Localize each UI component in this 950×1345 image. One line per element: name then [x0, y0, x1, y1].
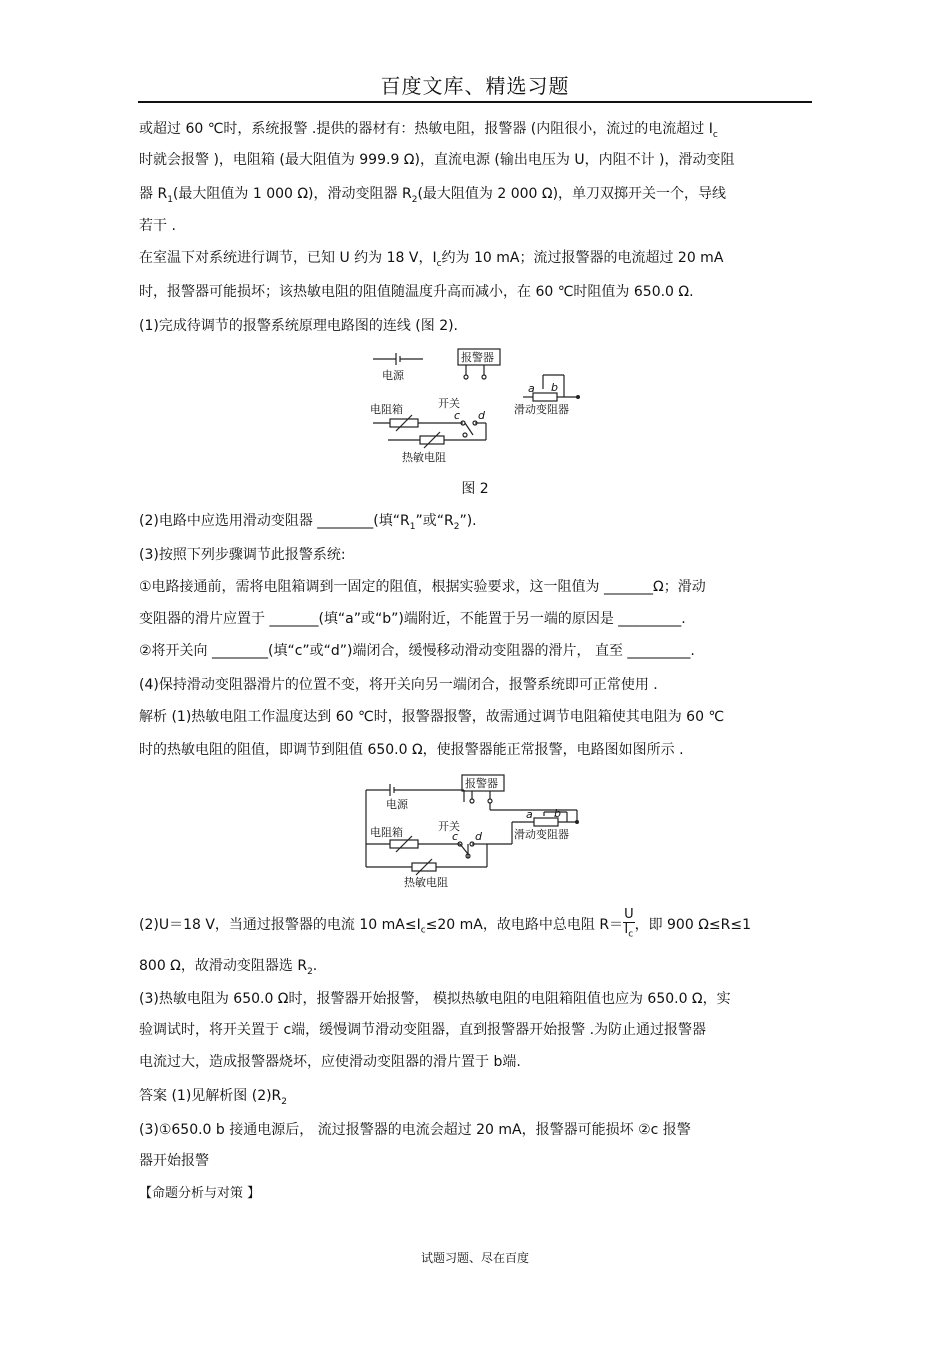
svg-text:报警器: 报警器 — [465, 777, 498, 790]
header-rule — [138, 101, 812, 103]
circuit-figure-2 — [368, 345, 583, 470]
svg-text:电阻箱: 电阻箱 — [370, 403, 403, 416]
svg-text:报警器: 报警器 — [461, 351, 494, 364]
para-11: 变阻器的滑片应置于 _______(填“a”或“b”)端附近，不能置于另一端的原因是 _________. — [139, 611, 686, 627]
page-header: 百度文库、精选习题 — [380, 74, 570, 98]
svg-text:热敏电阻: 热敏电阻 — [404, 876, 448, 889]
para-6: 时，报警器可能损坏；该热敏电阻的阻值随温度升高而减小，在 60 ℃时阻值为 650.0 Ω. — [139, 284, 694, 300]
para-12: ②将开关向 ________(填“c”或“d”)端闭合，缓慢移动滑动变阻器的滑片， 直至 _________. — [139, 643, 695, 659]
para-16: (2)U＝18 V，当通过报警器的电流 10 $mA\le I_c\le 20$ mA，故电路中总电阻 R＝ $\frac{U}{I_c}$ ，即 900 Ω≤R≤1 — [139, 907, 751, 940]
para-1: 或超过 60 ℃时，系统报警 .提供的器材有：热敏电阻，报警器 (内阻很小，流过的电流超过 $I_c$ — [139, 121, 718, 140]
svg-text:电源: 电源 — [386, 798, 408, 811]
para-14: 解析 (1)热敏电阻工作温度达到 60 ℃时，报警器报警，故需通过调节电阻箱使其电阻为 60 ℃ — [139, 709, 725, 725]
page-footer: 试题习题、尽在百度 — [420, 1251, 529, 1265]
svg-text:滑动变阻器: 滑动变阻器 — [514, 403, 569, 416]
figure-caption: 图 2 — [461, 481, 489, 497]
para-18: (3)热敏电阻为 650.0 Ω时，报警器开始报警， 模拟热敏电阻的电阻箱阻值也应为 650.0 Ω，实 — [139, 991, 731, 1007]
para-19: 验调试时，将开关置于 c端，缓慢调节滑动变阻器，直到报警器开始报警 .为防止通过报警器 — [139, 1022, 707, 1038]
para-7: (1)完成待调节的报警系统原理电路图的连线 (图 2). — [139, 318, 459, 334]
para-22: (3)①650.0 b 接通电源后， 流过报警器的电流会超过 20 mA，报警器可能损坏 ②c 报警 — [139, 1122, 691, 1138]
para-3: 器 $R_1$(最大阻值为 1 000 Ω)，滑动变阻器 $R_2$(最大阻值为 2 000 Ω)，单刀双掷开关一个，导线 — [139, 186, 727, 205]
para-8: (2)电路中应选用滑动变阻器 ________(填“$R_1$”或“$R_2$”). — [139, 513, 477, 532]
para-23: 器开始报警 — [139, 1153, 209, 1169]
para-9: (3)按照下列步骤调节此报警系统: — [139, 547, 346, 563]
svg-text:滑动变阻器: 滑动变阻器 — [514, 828, 569, 841]
svg-text:热敏电阻: 热敏电阻 — [402, 451, 446, 464]
para-21: 答案 (1)见解析图 $(2)R_2$ — [139, 1088, 288, 1107]
svg-text:电阻箱: 电阻箱 — [370, 826, 403, 839]
svg-text:c: c — [452, 830, 459, 843]
svg-text:c: c — [454, 409, 461, 422]
svg-text:d: d — [478, 409, 485, 422]
svg-text:开关: 开关 — [438, 820, 460, 833]
para-4: 若干 . — [139, 218, 176, 234]
para-2: 时就会报警 )，电阻箱 (最大阻值为 999.9 Ω)，直流电源 (输出电压为 U，内阻不计 )，滑动变阻 — [139, 152, 735, 168]
para-17: 800 Ω，故滑动变阻器选 $R_2$. — [139, 958, 318, 977]
svg-text:b: b — [554, 807, 561, 820]
svg-text:电源: 电源 — [382, 369, 404, 382]
para-13: (4)保持滑动变阻器滑片的位置不变，将开关向另一端闭合，报警系统即可正常使用 . — [139, 677, 658, 693]
para-15: 时的热敏电阻的阻值，即调节到阻值 650.0 Ω，使报警器能正常报警，电路图如图所示 . — [139, 742, 684, 758]
svg-text:b: b — [551, 381, 558, 394]
circuit-figure-solution — [362, 772, 587, 892]
fraction-u-over-ic: $\frac{U}{I_c}$ — [624, 907, 634, 940]
svg-text:d: d — [475, 830, 482, 843]
svg-text:开关: 开关 — [438, 397, 460, 410]
svg-text:a: a — [528, 382, 535, 395]
para-20: 电流过大，造成报警器烧坏，应使滑动变阻器的滑片置于 b端. — [139, 1054, 521, 1070]
para-10: ①电路接通前，需将电阻箱调到一固定的阻值，根据实验要求，这一阻值为 _______Ω；滑动 — [139, 579, 706, 595]
para-24: 【命题分析与对策 】 — [139, 1186, 261, 1201]
svg-text:a: a — [526, 808, 533, 821]
para-5: 在室温下对系统进行调节，已知 U 约为 18 V，$I_c$约为 10 mA；流过报警器的电流超过 20 mA — [139, 250, 724, 269]
